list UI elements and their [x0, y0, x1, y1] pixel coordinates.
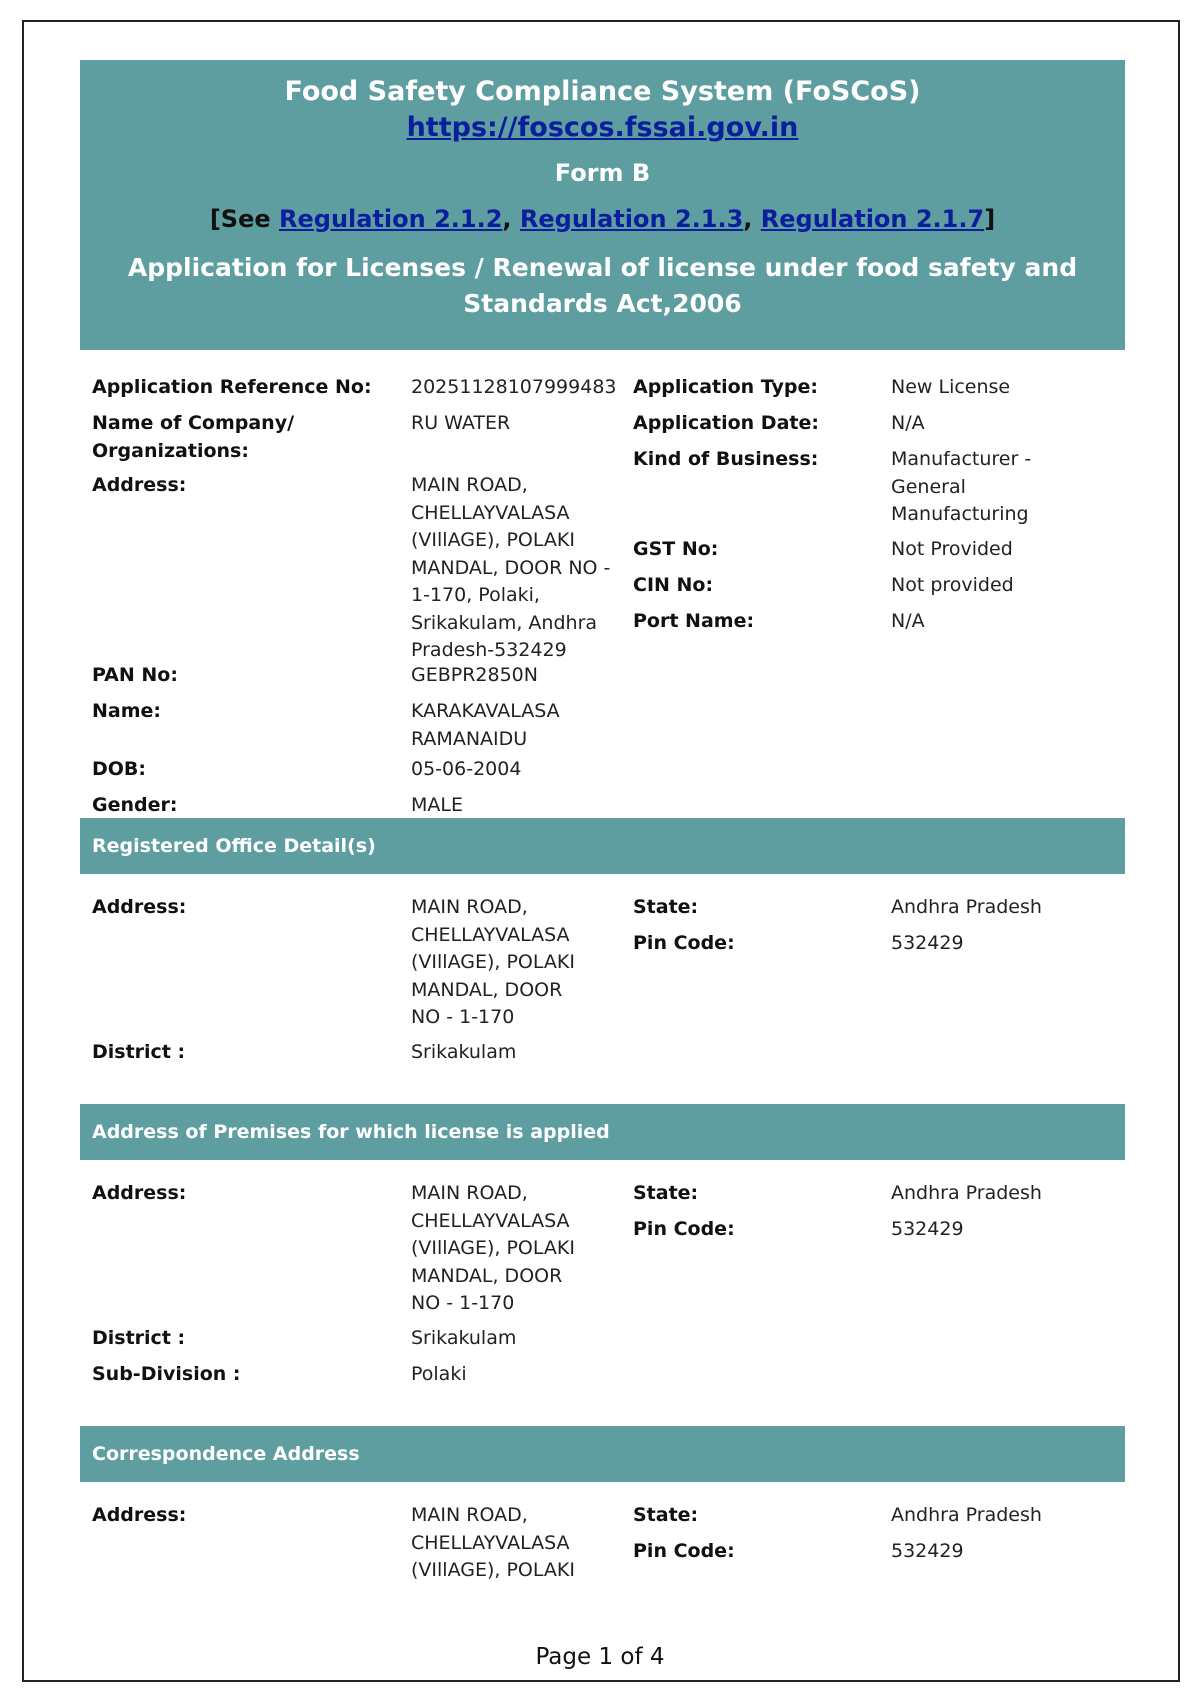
corr-address-label: Address: — [92, 1504, 187, 1526]
foscos-link[interactable]: https://foscos.fssai.gov.in — [406, 112, 799, 143]
prem-address-label: Address: — [92, 1182, 187, 1204]
reg-address-label: Address: — [92, 896, 187, 918]
type-label: Application Type: — [633, 376, 818, 398]
name-label: Name: — [92, 700, 162, 722]
separator: , — [502, 205, 520, 233]
cin-value: Not provided — [891, 574, 1014, 596]
reg-state-label: State: — [633, 896, 699, 918]
reg-address-value: MAIN ROAD, CHELLAYVALASA (VIllAGE), POLAKI MANDAL, DOOR NO - 1-170 — [411, 896, 575, 1028]
dob-label: DOB: — [92, 758, 147, 780]
prem-address-value: MAIN ROAD, CHELLAYVALASA (VIllAGE), POLAKI MANDAL, DOOR NO - 1-170 — [411, 1182, 575, 1314]
regulation-link-2-1-7[interactable]: Regulation 2.1.7 — [760, 205, 985, 233]
ref-value: 20251128107999483 — [411, 376, 617, 398]
reg-district-label: District : — [92, 1041, 186, 1063]
regulation-link-2-1-2[interactable]: Regulation 2.1.2 — [279, 205, 503, 233]
see-prefix: [See — [209, 205, 279, 233]
form-header-banner — [80, 60, 1125, 350]
correspondence-details — [80, 1482, 1125, 1602]
prem-district-label: District : — [92, 1327, 186, 1349]
corr-state-value: Andhra Pradesh — [891, 1504, 1042, 1526]
reg-pin-value: 532429 — [891, 932, 964, 954]
pan-value: GEBPR2850N — [411, 664, 538, 686]
company-label: Name of Company/ Organizations: — [92, 412, 295, 462]
see-suffix: ] — [984, 205, 996, 233]
prem-state-value: Andhra Pradesh — [891, 1182, 1042, 1204]
address-label: Address: — [92, 474, 187, 496]
cin-label: CIN No: — [633, 574, 714, 596]
prem-subdivision-label: Sub-Division : — [92, 1363, 241, 1385]
date-label: Application Date: — [633, 412, 819, 434]
corr-address-value: MAIN ROAD, CHELLAYVALASA (VIllAGE), POLAKI — [411, 1504, 575, 1581]
gender-label: Gender: — [92, 794, 178, 816]
regulation-references — [90, 202, 1115, 236]
dob-value: 05-06-2004 — [411, 758, 522, 780]
address-value: MAIN ROAD, CHELLAYVALASA (VIllAGE), POLAKI MANDAL, DOOR NO - 1-170, Polaki, Srikakulam, Andhra Pradesh-532429 — [411, 474, 611, 661]
page-number: Page 1 of 4 — [535, 1644, 665, 1670]
general-details — [80, 350, 1125, 818]
corr-state-label: State: — [633, 1504, 699, 1526]
registered-office-header: Registered Office Detail(s) — [80, 818, 1125, 874]
prem-pin-value: 532429 — [891, 1218, 964, 1240]
pan-label: PAN No: — [92, 664, 178, 686]
reg-state-value: Andhra Pradesh — [891, 896, 1042, 918]
ref-label: Application Reference No: — [92, 376, 372, 398]
document-content — [80, 60, 1125, 1602]
type-value: New License — [891, 376, 1011, 398]
gender-value: MALE — [411, 794, 463, 816]
port-label: Port Name: — [633, 610, 755, 632]
system-title: Food Safety Compliance System (FoSCoS) — [284, 76, 921, 107]
prem-subdivision-value: Polaki — [411, 1363, 467, 1385]
prem-pin-label: Pin Code: — [633, 1218, 735, 1240]
kind-label: Kind of Business: — [633, 448, 819, 470]
corr-pin-value: 532429 — [891, 1540, 964, 1562]
premises-details — [80, 1160, 1125, 1426]
premises-header: Address of Premises for which license is applied — [80, 1104, 1125, 1160]
reg-pin-label: Pin Code: — [633, 932, 735, 954]
application-title: Application for Licenses / Renewal of license under food safety and Standards Act,2006 — [127, 253, 1078, 318]
company-value: RU WATER — [411, 412, 511, 434]
kind-value: Manufacturer - General Manufacturing — [891, 448, 1032, 525]
prem-state-label: State: — [633, 1182, 699, 1204]
registered-office-details — [80, 874, 1125, 1104]
date-value: N/A — [891, 412, 925, 434]
name-value: KARAKAVALASA RAMANAIDU — [411, 700, 560, 750]
separator: , — [743, 205, 761, 233]
reg-district-value: Srikakulam — [411, 1041, 517, 1063]
gst-label: GST No: — [633, 538, 719, 560]
port-value: N/A — [891, 610, 925, 632]
regulation-link-2-1-3[interactable]: Regulation 2.1.3 — [519, 205, 744, 233]
prem-district-value: Srikakulam — [411, 1327, 517, 1349]
form-name: Form B — [554, 159, 651, 187]
gst-value: Not Provided — [891, 538, 1013, 560]
correspondence-header: Correspondence Address — [80, 1426, 1125, 1482]
corr-pin-label: Pin Code: — [633, 1540, 735, 1562]
